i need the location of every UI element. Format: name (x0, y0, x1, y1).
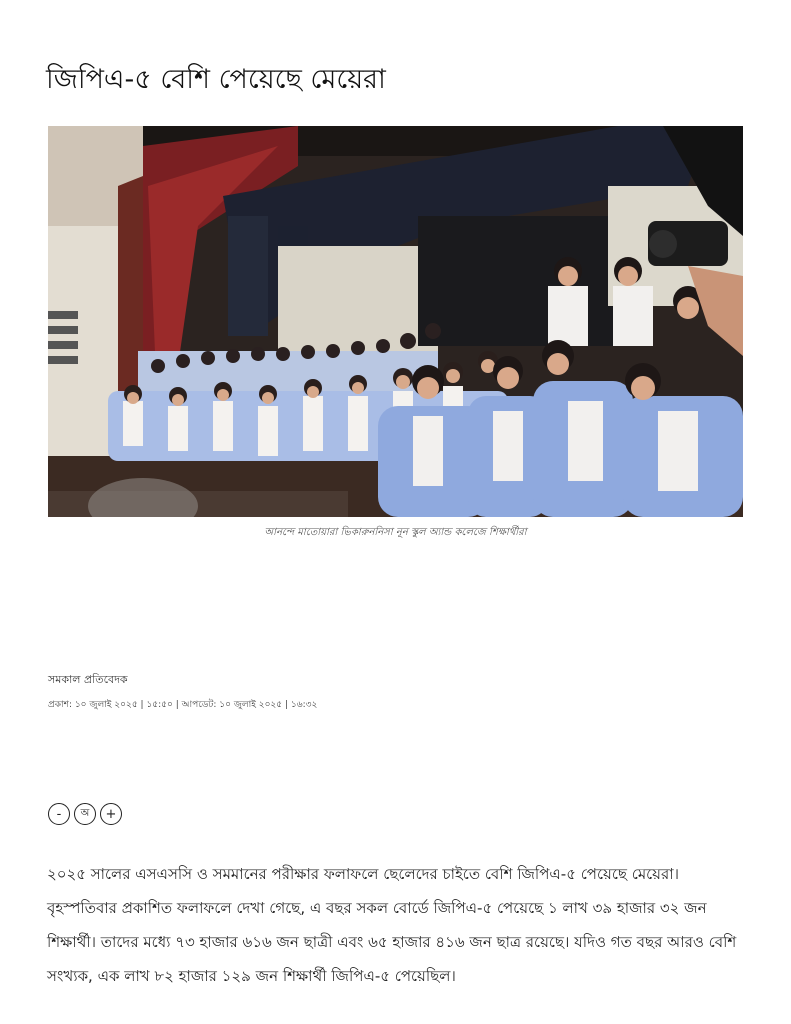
publish-dates (48, 697, 317, 712)
published-date: প্রকাশ: ১০ জুলাই ২০২৫ | ১৫:৫০ (48, 700, 173, 710)
date-separator: | (172, 700, 182, 710)
reset-font-button[interactable]: অ (74, 803, 96, 825)
increase-font-button[interactable]: + (100, 803, 122, 825)
photo-caption: আনন্দে মাতোয়ারা ভিকারুননিসা নূন স্কুল অ্যান্ড কলেজে শিক্ষার্থীরা (264, 527, 527, 538)
article-photo (48, 126, 743, 517)
byline: সমকাল প্রতিবেদক (48, 673, 128, 686)
decrease-font-button[interactable]: - (48, 803, 70, 825)
font-size-controls (48, 803, 122, 825)
updated-date: আপডেট: ১০ জুলাই ২০২৫ | ১৬:৩২ (181, 700, 318, 710)
article-headline: জিপিএ-৫ বেশি পেয়েছে মেয়েরা (46, 64, 386, 95)
article-body: ২০২৫ সালের এসএসসি ও সমমানের পরীক্ষার ফলাফলে ছেলেদের চাইতে বেশি জিপিএ-৫ পেয়েছে মেয়েরা। বৃহস্পতিবার প্রকাশিত ফলাফলে দেখা গেছে, এ বছর সকল বোর্ডে জিপিএ-৫ পেয়েছে ১ লাখ ৩৯ হাজার ৩২ জন শিক্ষার্থী। তাদের মধ্যে ৭৩ হাজার ৬১৬ জন ছাত্রী এবং ৬৫ হাজার ৪১৬ জন ছাত্র রয়েছে। যদিও গত বছর আরও বেশি সংখ্যক, এক লাখ ৮২ হাজার ১২৯ জন শিক্ষার্থী জিপিএ-৫ পেয়েছিল। (47, 865, 737, 985)
